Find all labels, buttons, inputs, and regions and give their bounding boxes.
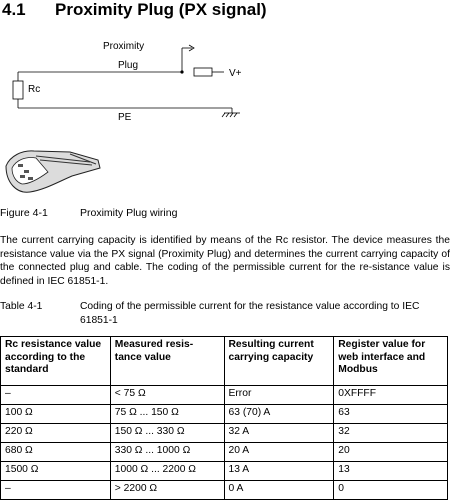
cell-register: 20 (334, 443, 448, 462)
cell-register: 0 (334, 481, 448, 500)
table-row (1, 481, 448, 500)
section-number: 4.1 (2, 0, 26, 19)
current-coding-table (0, 336, 448, 500)
table-row (1, 386, 448, 405)
header-register-value: Register value for web interface and Modbus (334, 337, 448, 386)
body-paragraph: The current carrying capacity is identified by means of the Rc resistor. The device measures the resistance value via the PX signal (Proximity Plug) and determines the current carrying capacity of the connected plug and cable. The coding of the permissible current for the re-sistance value is defined in IEC 61851-1. (0, 235, 450, 287)
cell-rc: – (1, 386, 111, 405)
circuit-label-vplus: V+ (229, 68, 242, 79)
table-caption-text: Coding of the permissible current for the resistance value according to IEC 61851-1 (80, 301, 420, 326)
cell-measured: 150 Ω ... 330 Ω (110, 424, 224, 443)
charging-plug-illustration (0, 142, 110, 202)
section-title: Proximity Plug (PX signal) (55, 0, 267, 19)
cell-rc: 680 Ω (1, 443, 111, 462)
header-measured-resistance: Measured resis-tance value (110, 337, 224, 386)
cell-rc: 220 Ω (1, 424, 111, 443)
cell-capacity: 63 (70) A (224, 405, 334, 424)
figure-number: Figure 4-1 (0, 207, 48, 219)
cell-measured: 330 Ω ... 1000 Ω (110, 443, 224, 462)
ground-icon (222, 113, 240, 117)
cell-capacity: 13 A (224, 462, 334, 481)
section-heading (0, 0, 450, 22)
cell-measured: 1000 Ω ... 2200 Ω (110, 462, 224, 481)
header-current-capacity: Resulting current carrying capacity (224, 337, 334, 386)
table-header-row (1, 337, 448, 386)
cell-register: 63 (334, 405, 448, 424)
cell-measured: < 75 Ω (110, 386, 224, 405)
cell-capacity: 20 A (224, 443, 334, 462)
cell-register: 32 (334, 424, 448, 443)
table-row (1, 443, 448, 462)
cell-capacity: 32 A (224, 424, 334, 443)
cell-rc: 1500 Ω (1, 462, 111, 481)
figure-caption-text: Proximity Plug wiring (80, 207, 178, 219)
cell-measured: > 2200 Ω (110, 481, 224, 500)
header-rc-resistance: Rc resistance value according to the standard (1, 337, 111, 386)
table-row (1, 424, 448, 443)
circuit-label-pe: PE (118, 112, 132, 123)
table-row (1, 405, 448, 424)
proximity-plug-circuit-diagram (0, 34, 260, 126)
cell-rc: – (1, 481, 111, 500)
resistor-rc-label: Rc (28, 84, 41, 95)
table-number: Table 4-1 (0, 301, 43, 312)
cell-measured: 75 Ω ... 150 Ω (110, 405, 224, 424)
cell-rc: 100 Ω (1, 405, 111, 424)
cell-capacity: 0 A (224, 481, 334, 500)
resistor-rc-symbol (13, 81, 23, 99)
table-row (1, 462, 448, 481)
cell-capacity: Error (224, 386, 334, 405)
cell-register: 0XFFFF (334, 386, 448, 405)
cell-register: 13 (334, 462, 448, 481)
circuit-label-proximity: Proximity (103, 41, 145, 52)
circuit-label-plug: Plug (118, 60, 139, 71)
pullup-resistor-symbol (194, 68, 212, 76)
